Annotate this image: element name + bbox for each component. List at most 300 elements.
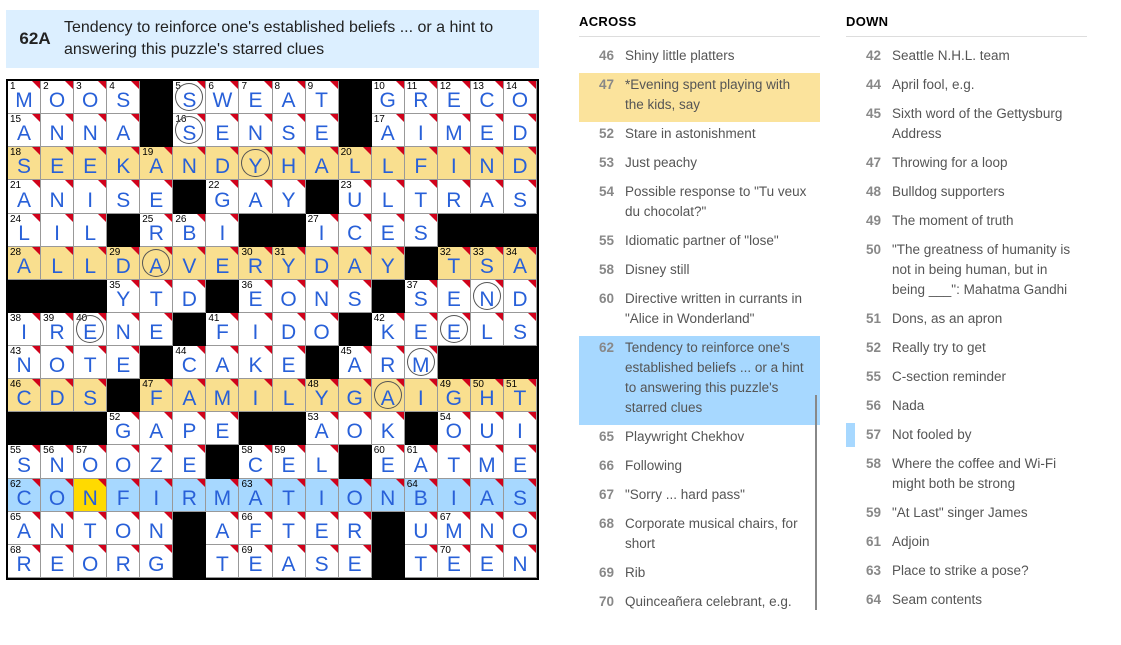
grid-cell[interactable]	[405, 81, 438, 114]
grid-cell[interactable]	[438, 379, 471, 412]
grid-cell[interactable]	[471, 479, 504, 512]
grid-cell[interactable]	[504, 247, 537, 280]
grid-cell[interactable]	[206, 412, 239, 445]
grid-cell[interactable]	[206, 247, 239, 280]
grid-cell[interactable]	[239, 147, 272, 180]
grid-cell[interactable]	[306, 214, 339, 247]
grid-cell[interactable]	[239, 247, 272, 280]
grid-cell[interactable]	[471, 512, 504, 545]
pencil-flag-icon	[297, 479, 305, 487]
grid-cell[interactable]	[306, 545, 339, 578]
grid-cell[interactable]	[173, 379, 206, 412]
grid-cell[interactable]	[41, 512, 74, 545]
pencil-flag-icon	[330, 379, 338, 387]
grid-cell[interactable]	[239, 545, 272, 578]
pencil-flag-icon	[363, 512, 371, 520]
grid-cell[interactable]	[306, 379, 339, 412]
cell-letter: A	[149, 254, 164, 278]
grid-cell[interactable]	[8, 214, 41, 247]
grid-block	[173, 512, 206, 545]
pencil-flag-icon	[330, 147, 338, 155]
grid-cell[interactable]	[306, 280, 339, 313]
across-clue-list[interactable]	[579, 44, 820, 619]
clue-text: Rib	[625, 565, 646, 580]
grid-cell[interactable]	[173, 81, 206, 114]
pencil-flag-icon	[32, 180, 40, 188]
grid-cell[interactable]	[206, 147, 239, 180]
grid-cell[interactable]	[405, 445, 438, 478]
grid-cell[interactable]	[140, 180, 173, 213]
clue-item[interactable]	[846, 452, 1087, 501]
grid-cell[interactable]	[273, 379, 306, 412]
grid-cell[interactable]	[504, 180, 537, 213]
cell-letter: D	[314, 254, 330, 278]
grid-cell[interactable]	[339, 147, 372, 180]
grid-cell[interactable]	[41, 545, 74, 578]
grid-cell[interactable]	[405, 180, 438, 213]
cell-number: 34	[505, 246, 518, 258]
grid-cell[interactable]	[173, 214, 206, 247]
grid-cell[interactable]	[504, 114, 537, 147]
grid-cell[interactable]	[471, 147, 504, 180]
clue-item[interactable]	[846, 394, 1087, 423]
grid-cell[interactable]	[74, 512, 107, 545]
grid-cell[interactable]	[74, 214, 107, 247]
grid-cell[interactable]	[339, 214, 372, 247]
cell-letter: I	[450, 486, 457, 510]
grid-cell[interactable]	[504, 445, 537, 478]
grid-cell[interactable]	[41, 313, 74, 346]
grid-cell[interactable]	[140, 545, 173, 578]
clue-item[interactable]	[846, 102, 1087, 151]
clue-item[interactable]	[579, 425, 820, 454]
grid-cell[interactable]	[471, 280, 504, 313]
clue-item[interactable]	[846, 501, 1087, 530]
grid-cell[interactable]	[8, 346, 41, 379]
grid-cell[interactable]	[173, 479, 206, 512]
grid-cell[interactable]	[438, 479, 471, 512]
grid-cell[interactable]	[405, 479, 438, 512]
clue-item[interactable]	[579, 44, 820, 73]
clue-item[interactable]	[846, 180, 1087, 209]
grid-cell[interactable]	[206, 379, 239, 412]
grid-cell[interactable]	[372, 445, 405, 478]
grid-cell[interactable]	[41, 180, 74, 213]
grid-cell[interactable]	[438, 247, 471, 280]
grid-cell[interactable]	[504, 379, 537, 412]
grid-cell[interactable]	[405, 346, 438, 379]
clue-item[interactable]	[846, 238, 1087, 307]
grid-cell[interactable]	[405, 214, 438, 247]
clue-item[interactable]	[579, 512, 820, 561]
grid-cell[interactable]	[41, 114, 74, 147]
grid-cell[interactable]	[140, 412, 173, 445]
grid-cell[interactable]	[504, 313, 537, 346]
cell-letter: E	[215, 122, 230, 146]
grid-cell[interactable]	[372, 379, 405, 412]
grid-cell[interactable]	[140, 379, 173, 412]
pencil-flag-icon	[98, 114, 106, 122]
grid-cell[interactable]	[339, 545, 372, 578]
cell-letter: I	[87, 188, 94, 212]
across-scrollbar[interactable]	[815, 395, 817, 610]
clue-item[interactable]	[579, 336, 820, 425]
clue-item[interactable]	[846, 151, 1087, 180]
grid-cell[interactable]	[107, 346, 140, 379]
cell-number: 49	[439, 379, 451, 391]
grid-cell[interactable]	[306, 412, 339, 445]
grid-cell[interactable]	[339, 180, 372, 213]
grid-cell[interactable]	[372, 147, 405, 180]
grid-cell[interactable]	[74, 346, 107, 379]
grid-cell[interactable]	[306, 114, 339, 147]
grid-cell[interactable]	[173, 147, 206, 180]
grid-cell[interactable]	[273, 545, 306, 578]
grid-cell[interactable]	[372, 346, 405, 379]
grid-cell[interactable]	[339, 412, 372, 445]
grid-cell[interactable]	[273, 114, 306, 147]
grid-cell[interactable]	[471, 379, 504, 412]
grid-cell[interactable]	[405, 114, 438, 147]
grid-cell[interactable]	[471, 81, 504, 114]
grid-cell[interactable]	[438, 512, 471, 545]
pencil-flag-icon	[396, 147, 404, 155]
grid-cell[interactable]	[306, 313, 339, 346]
pencil-flag-icon	[363, 180, 371, 188]
pencil-flag-icon	[330, 512, 338, 520]
grid-cell[interactable]	[273, 147, 306, 180]
grid-cell[interactable]	[372, 81, 405, 114]
clue-item[interactable]	[579, 483, 820, 512]
grid-cell[interactable]	[206, 81, 239, 114]
cell-number: 50	[472, 379, 484, 391]
grid-cell[interactable]	[206, 214, 239, 247]
clue-item[interactable]	[846, 530, 1087, 559]
pencil-flag-icon	[363, 346, 371, 354]
clue-item[interactable]	[579, 151, 820, 180]
grid-cell[interactable]	[74, 445, 107, 478]
grid-cell[interactable]	[438, 114, 471, 147]
cell-letter: E	[248, 287, 263, 311]
grid-cell[interactable]	[173, 346, 206, 379]
grid-cell[interactable]	[74, 479, 107, 512]
clue-item[interactable]	[579, 590, 820, 619]
clue-item[interactable]	[846, 588, 1087, 617]
grid-cell[interactable]	[471, 180, 504, 213]
pencil-flag-icon	[230, 379, 238, 387]
grid-cell[interactable]	[140, 479, 173, 512]
grid-cell[interactable]	[504, 545, 537, 578]
grid-cell[interactable]	[438, 180, 471, 213]
grid-cell[interactable]	[107, 147, 140, 180]
pencil-flag-icon	[396, 180, 404, 188]
clue-text: Seam contents	[892, 592, 983, 607]
grid-cell[interactable]	[339, 247, 372, 280]
grid-cell[interactable]	[206, 545, 239, 578]
grid-cell[interactable]	[8, 545, 41, 578]
grid-cell[interactable]	[471, 114, 504, 147]
pencil-flag-icon	[98, 346, 106, 354]
grid-cell[interactable]	[405, 545, 438, 578]
grid-cell[interactable]	[173, 280, 206, 313]
grid-cell[interactable]	[372, 313, 405, 346]
grid-cell[interactable]	[74, 81, 107, 114]
cell-number: 54	[439, 412, 451, 424]
grid-cell[interactable]	[41, 147, 74, 180]
grid-cell[interactable]	[8, 147, 41, 180]
grid-cell[interactable]	[471, 247, 504, 280]
grid-cell[interactable]	[107, 114, 140, 147]
grid-cell[interactable]	[41, 479, 74, 512]
grid-cell[interactable]	[405, 512, 438, 545]
grid-cell[interactable]	[306, 247, 339, 280]
clue-item[interactable]	[846, 365, 1087, 394]
pencil-flag-icon	[528, 114, 536, 122]
grid-cell[interactable]	[173, 247, 206, 280]
cell-letter: G	[346, 387, 363, 411]
grid-cell[interactable]	[107, 180, 140, 213]
cell-letter: A	[182, 387, 197, 411]
clue-text: Where the coffee and Wi-Fi might both be strong	[892, 456, 1057, 491]
grid-cell[interactable]	[140, 280, 173, 313]
grid-cell[interactable]	[107, 445, 140, 478]
clue-item[interactable]	[579, 287, 820, 336]
grid-cell[interactable]	[504, 147, 537, 180]
pencil-flag-icon	[297, 379, 305, 387]
grid-cell[interactable]	[405, 379, 438, 412]
grid-cell[interactable]	[438, 545, 471, 578]
grid-cell[interactable]	[74, 180, 107, 213]
grid-cell[interactable]	[438, 280, 471, 313]
clue-text: "At Last" singer James	[892, 505, 1028, 520]
grid-cell[interactable]	[8, 114, 41, 147]
grid-cell[interactable]	[273, 346, 306, 379]
pencil-flag-icon	[230, 114, 238, 122]
grid-cell[interactable]	[206, 346, 239, 379]
grid-block	[41, 280, 74, 313]
grid-cell[interactable]	[41, 379, 74, 412]
grid-cell[interactable]	[74, 379, 107, 412]
grid-cell[interactable]	[74, 147, 107, 180]
pencil-flag-icon	[230, 479, 238, 487]
clue-item[interactable]	[846, 209, 1087, 238]
pencil-flag-icon	[164, 247, 172, 255]
grid-cell[interactable]	[74, 114, 107, 147]
cell-letter: Y	[116, 287, 131, 311]
grid-cell[interactable]	[273, 313, 306, 346]
grid-cell[interactable]	[504, 412, 537, 445]
grid-cell[interactable]	[239, 379, 272, 412]
down-clue-list[interactable]	[846, 44, 1087, 617]
grid-cell[interactable]	[372, 180, 405, 213]
grid-cell[interactable]	[8, 445, 41, 478]
grid-cell[interactable]	[206, 479, 239, 512]
grid-cell[interactable]	[8, 81, 41, 114]
grid-cell[interactable]	[306, 445, 339, 478]
grid-cell[interactable]	[372, 114, 405, 147]
pencil-flag-icon	[98, 214, 106, 222]
grid-cell[interactable]	[239, 512, 272, 545]
cell-letter: N	[148, 519, 164, 543]
clue-text: Dons, as an apron	[892, 311, 1003, 326]
grid-cell[interactable]	[306, 147, 339, 180]
clue-item[interactable]	[579, 454, 820, 483]
grid-cell[interactable]	[8, 313, 41, 346]
grid-cell[interactable]	[239, 114, 272, 147]
grid-cell[interactable]	[273, 180, 306, 213]
grid-cell[interactable]	[504, 479, 537, 512]
cell-letter: S	[17, 155, 32, 179]
pencil-flag-icon	[528, 445, 536, 453]
grid-cell[interactable]	[239, 313, 272, 346]
cell-letter: I	[219, 221, 226, 245]
grid-cell[interactable]	[173, 445, 206, 478]
pencil-flag-icon	[197, 147, 205, 155]
grid-cell[interactable]	[107, 545, 140, 578]
grid-cell[interactable]	[339, 379, 372, 412]
grid-cell[interactable]	[273, 512, 306, 545]
grid-cell[interactable]	[140, 214, 173, 247]
grid-cell[interactable]	[107, 313, 140, 346]
cell-number: 43	[10, 346, 22, 358]
grid-cell[interactable]	[405, 313, 438, 346]
grid-cell[interactable]	[273, 445, 306, 478]
grid-cell[interactable]	[140, 445, 173, 478]
grid-cell[interactable]	[239, 346, 272, 379]
grid-cell[interactable]	[41, 346, 74, 379]
clue-item[interactable]	[579, 180, 820, 229]
grid-cell[interactable]	[273, 479, 306, 512]
cell-letter: A	[17, 254, 32, 278]
grid-cell[interactable]	[8, 180, 41, 213]
grid-cell[interactable]	[504, 512, 537, 545]
grid-cell[interactable]	[74, 545, 107, 578]
grid-cell[interactable]	[306, 81, 339, 114]
clue-item[interactable]	[846, 73, 1087, 102]
grid-cell[interactable]	[405, 280, 438, 313]
grid-cell[interactable]	[273, 247, 306, 280]
grid-cell[interactable]	[471, 545, 504, 578]
clue-item[interactable]	[579, 73, 820, 122]
grid-cell[interactable]	[107, 479, 140, 512]
pencil-flag-icon	[98, 445, 106, 453]
grid-cell[interactable]	[471, 445, 504, 478]
grid-cell[interactable]	[372, 247, 405, 280]
grid-cell[interactable]	[438, 81, 471, 114]
grid-cell[interactable]	[239, 81, 272, 114]
grid-cell[interactable]	[471, 313, 504, 346]
grid-cell[interactable]	[173, 412, 206, 445]
clue-text: Shiny little platters	[625, 48, 735, 63]
grid-cell[interactable]	[438, 412, 471, 445]
grid-cell[interactable]	[173, 114, 206, 147]
grid-cell[interactable]	[438, 147, 471, 180]
pencil-flag-icon	[429, 545, 437, 553]
grid-cell[interactable]	[405, 147, 438, 180]
grid-cell[interactable]	[471, 412, 504, 445]
grid-cell[interactable]	[273, 280, 306, 313]
grid-cell[interactable]	[140, 512, 173, 545]
grid-cell[interactable]	[41, 81, 74, 114]
grid-cell[interactable]	[140, 147, 173, 180]
grid-cell[interactable]	[306, 512, 339, 545]
grid-cell[interactable]	[206, 180, 239, 213]
grid-cell[interactable]	[339, 346, 372, 379]
grid-cell[interactable]	[306, 479, 339, 512]
grid-cell[interactable]	[41, 445, 74, 478]
grid-cell[interactable]	[239, 479, 272, 512]
grid-cell[interactable]	[372, 479, 405, 512]
grid-cell[interactable]	[273, 81, 306, 114]
clue-item[interactable]	[579, 229, 820, 258]
grid-cell[interactable]	[339, 512, 372, 545]
grid-cell[interactable]	[140, 313, 173, 346]
grid-cell[interactable]	[504, 81, 537, 114]
grid-cell[interactable]	[8, 379, 41, 412]
clue-item[interactable]	[846, 44, 1087, 73]
clue-item[interactable]	[579, 122, 820, 151]
grid-cell[interactable]	[239, 445, 272, 478]
clue-item[interactable]	[846, 336, 1087, 365]
grid-cell[interactable]	[74, 247, 107, 280]
grid-cell[interactable]	[107, 412, 140, 445]
grid-cell[interactable]	[239, 280, 272, 313]
pencil-flag-icon	[528, 313, 536, 321]
clue-item[interactable]	[846, 559, 1087, 588]
pencil-flag-icon	[32, 545, 40, 553]
cell-number: 45	[340, 346, 352, 358]
grid-cell[interactable]	[339, 479, 372, 512]
clue-item[interactable]	[579, 258, 820, 287]
grid-cell[interactable]	[372, 214, 405, 247]
grid-cell[interactable]	[41, 247, 74, 280]
clue-item[interactable]	[579, 561, 820, 590]
grid-cell[interactable]	[206, 114, 239, 147]
clue-number: 55	[599, 233, 615, 248]
clue-number: 54	[599, 184, 615, 199]
pencil-flag-icon	[528, 147, 536, 155]
cell-number: 61	[406, 445, 418, 457]
cell-letter: R	[49, 321, 65, 345]
grid-cell[interactable]	[438, 445, 471, 478]
grid-cell[interactable]	[206, 313, 239, 346]
clue-item[interactable]	[846, 307, 1087, 336]
cell-letter: N	[49, 453, 65, 477]
pencil-flag-icon	[297, 445, 305, 453]
grid-block	[405, 412, 438, 445]
grid-cell[interactable]	[8, 512, 41, 545]
pencil-flag-icon	[330, 247, 338, 255]
grid-cell[interactable]	[339, 280, 372, 313]
grid-cell[interactable]	[239, 180, 272, 213]
grid-cell[interactable]	[438, 313, 471, 346]
grid-cell[interactable]	[107, 247, 140, 280]
grid-cell[interactable]	[107, 81, 140, 114]
grid-cell[interactable]	[8, 479, 41, 512]
grid-cell[interactable]	[504, 280, 537, 313]
grid-cell[interactable]	[41, 214, 74, 247]
grid-cell[interactable]	[372, 412, 405, 445]
grid-cell[interactable]	[107, 512, 140, 545]
grid-cell[interactable]	[140, 247, 173, 280]
grid-cell[interactable]	[206, 512, 239, 545]
grid-cell[interactable]	[107, 280, 140, 313]
grid-cell[interactable]	[8, 247, 41, 280]
grid-cell[interactable]	[74, 313, 107, 346]
cell-letter: Y	[281, 254, 296, 278]
clue-item[interactable]	[846, 423, 1087, 452]
grid-block	[339, 313, 372, 346]
